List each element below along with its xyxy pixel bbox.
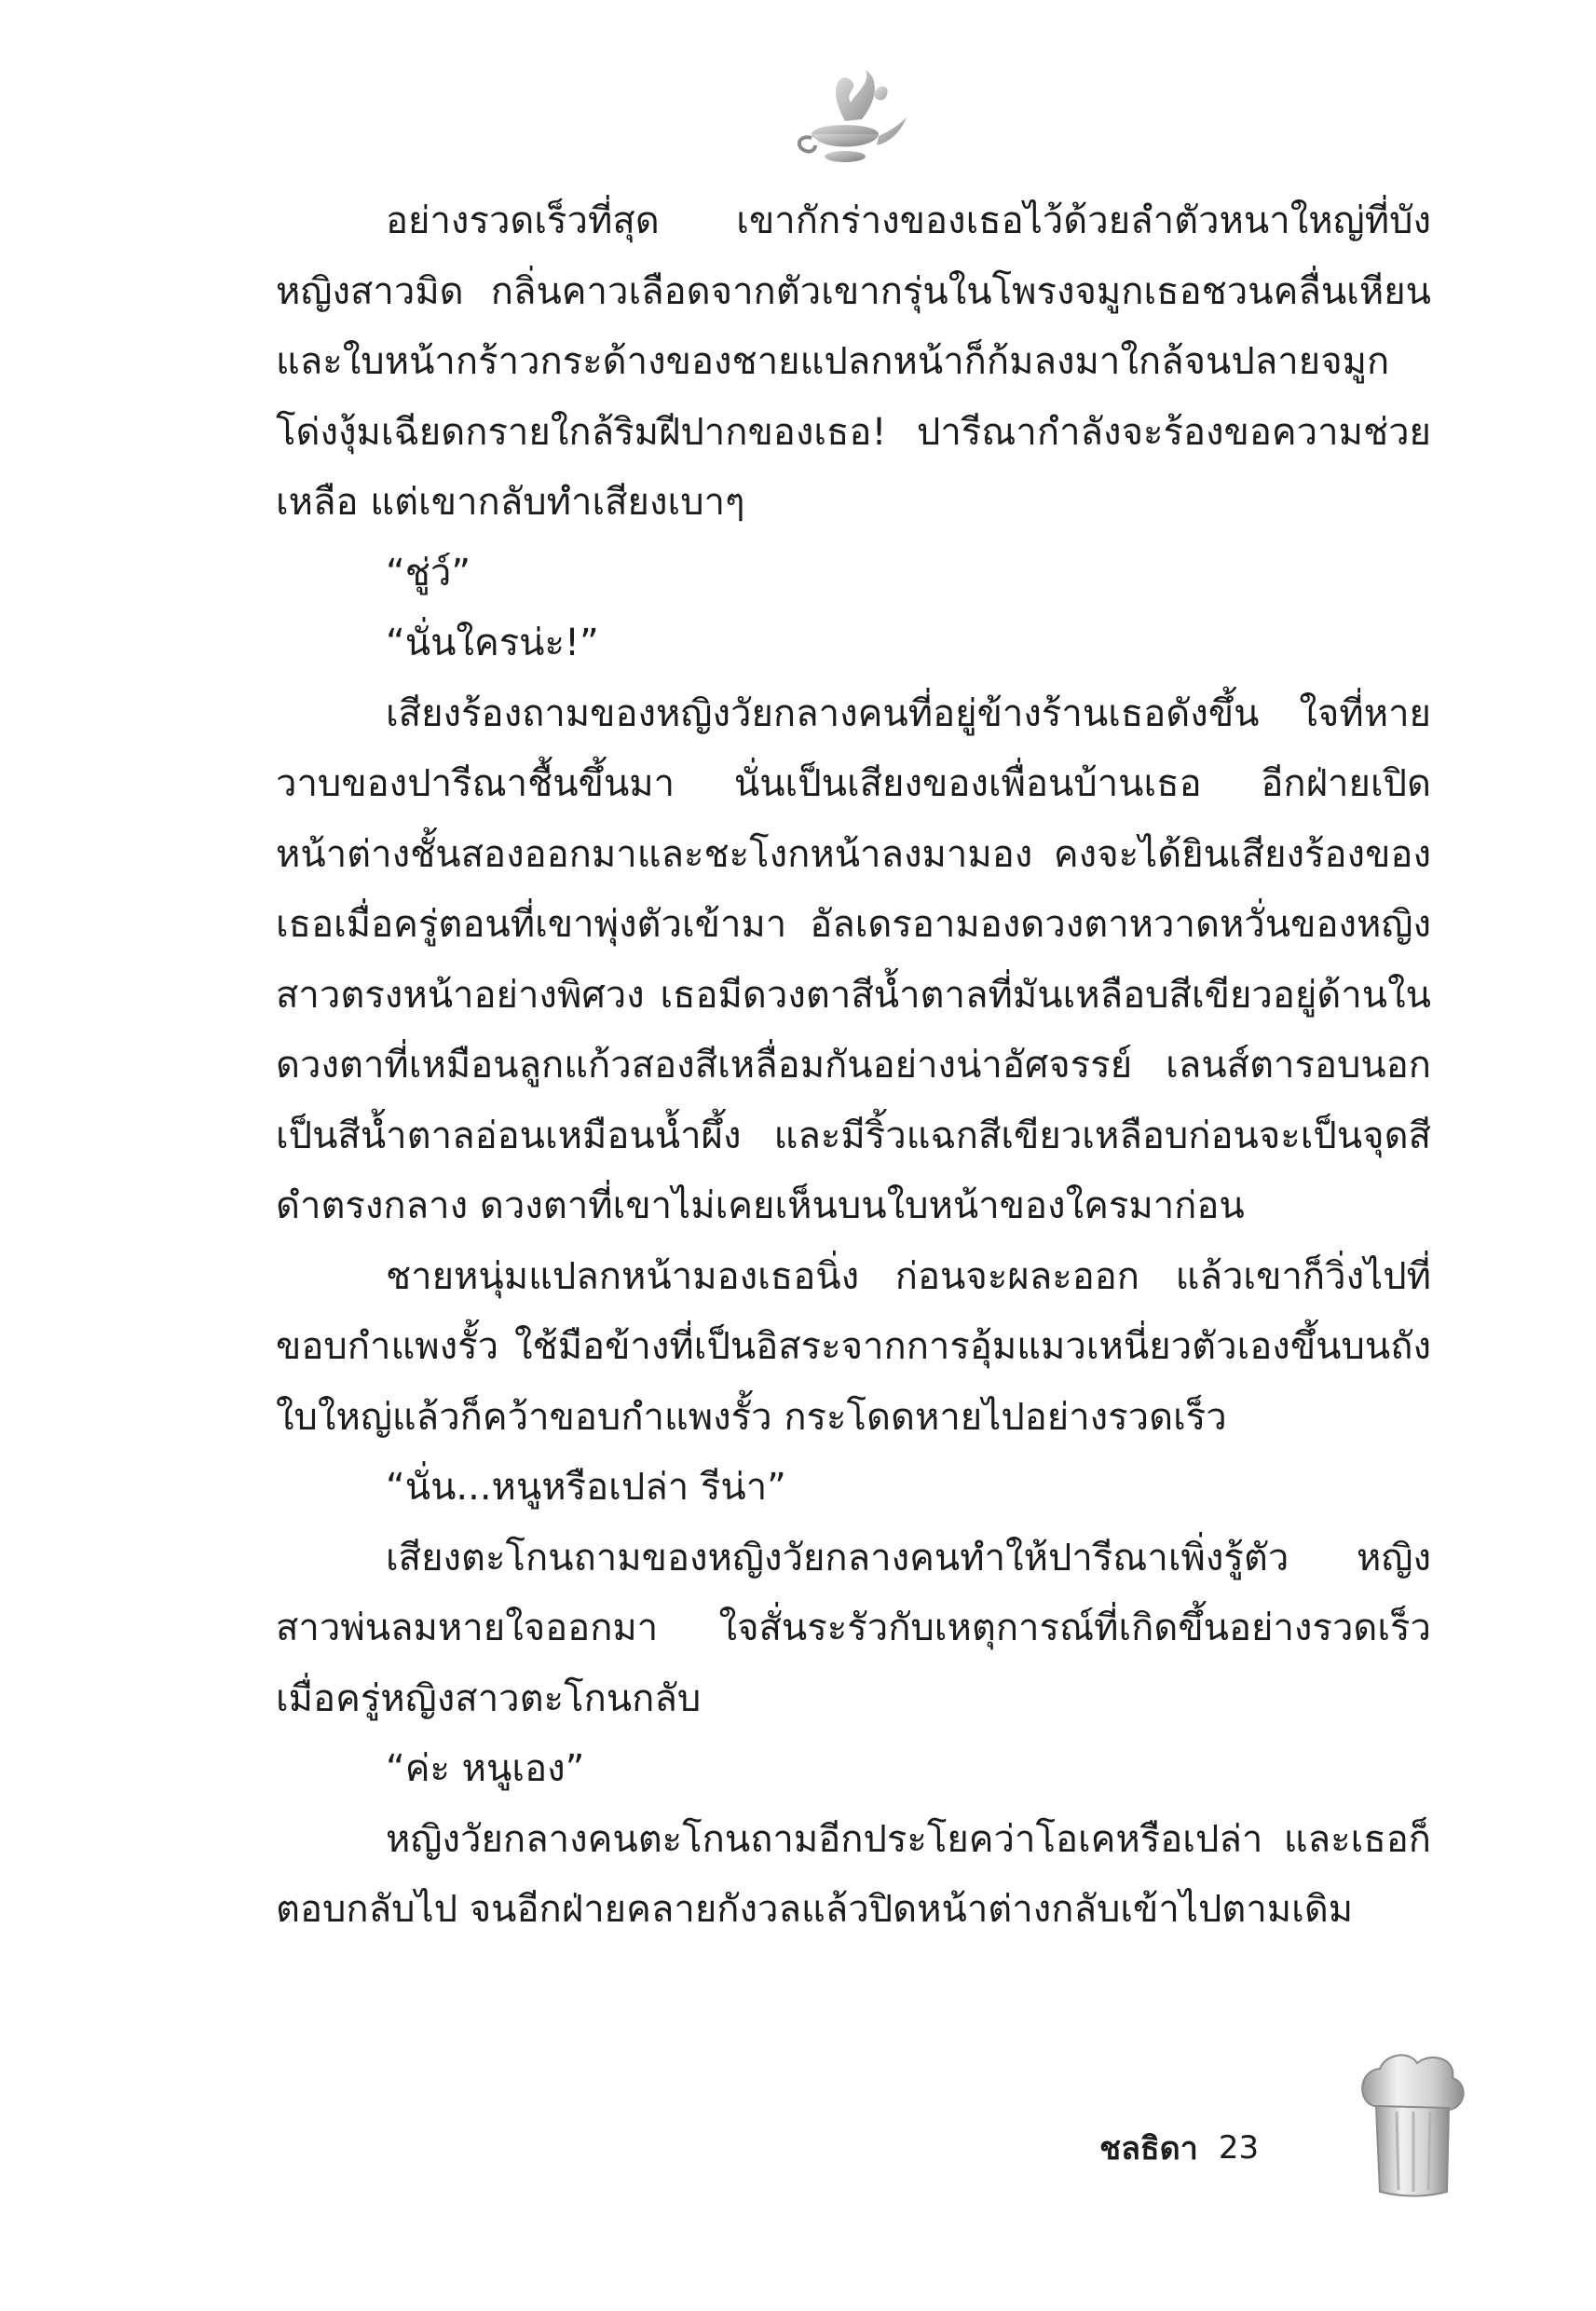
page-number: 23 bbox=[1218, 2129, 1260, 2167]
dialogue-line: “ชู่ว์” bbox=[386, 551, 471, 595]
author-name: ชลธิดา bbox=[1099, 2130, 1198, 2167]
paragraph: อย่างรวดเร็วที่สุด เขากักร่างของเธอไว้ด้วยลำตัวหนาใหญ่ที่บังหญิงสาวมิด กลิ่นคาวเลือดจากตัวเขากรุ่นในโพรงจมูกเธอชวนคลื่นเหียน และใบหน้ากร้าวกระด้างของชายแปลกหน้าก็ก้มลงมาใกล้จนปลายจมูกโด่งงุ้มเฉียดกรายใกล้ริมฝีปากของเธอ! ปารีณากำลังจะร้องขอความช่วยเหลือ แต่เขากลับทำเสียงเบาๆ bbox=[276, 199, 1431, 524]
dialogue-line: “นั่นใครน่ะ!” bbox=[386, 622, 599, 664]
paragraph: เสียงร้องถามของหญิงวัยกลางคนที่อยู่ข้างร้านเธอดังขึ้น ใจที่หายวาบของปารีณาชื้นขึ้นมา นั่นเป็นเสียงของเพื่อนบ้านเธอ อีกฝ่ายเปิดหน้าต่างชั้นสองออกมาและชะโงกหน้าลงมามอง คงจะได้ยินเสียงร้องของเธอเมื่อครู่ตอนที่เขาพุ่งตัวเข้ามา อัลเดรอามองดวงตาหวาดหวั่นของหญิงสาวตรงหน้าอย่างพิศวง เธอมีดวงตาสีน้ำตาลที่มันเหลือบสีเขียวอยู่ด้านใน ดวงตาที่เหมือนลูกแก้วสองสีเหลื่อมกันอย่างน่าอัศจรรย์ เลนส์ตารอบนอกเป็นสีน้ำตาลอ่อนเหมือนน้ำผึ้ง และมีริ้วแฉกสีเขียวเหลือบก่อนจะเป็นจุดสีดำตรงกลาง ดวงตาที่เขาไม่เคยเห็นบนใบหน้าของใครมาก่อน bbox=[276, 691, 1431, 1227]
body-text bbox=[276, 186, 1431, 1946]
page-footer bbox=[1099, 2111, 1259, 2185]
dialogue-line: “ค่ะ หนูเอง” bbox=[386, 1747, 585, 1790]
chef-hat-icon bbox=[1356, 2050, 1467, 2199]
magic-lamp-icon bbox=[787, 65, 908, 170]
paragraph: ชายหนุ่มแปลกหน้ามองเธอนิ่ง ก่อนจะผละออก แล้วเขาก็วิ่งไปที่ขอบกำแพงรั้ว ใช้มือข้างที่เป็นอิสระจากการอุ้มแมวเหนี่ยวตัวเองขึ้นบนถังใบใหญ่แล้วก็คว้าขอบกำแพงรั้ว กระโดดหายไปอย่างรวดเร็ว bbox=[276, 1254, 1431, 1439]
paragraph: หญิงวัยกลางคนตะโกนถามอีกประโยคว่าโอเคหรือเปล่า และเธอก็ตอบกลับไป จนอีกฝ่ายคลายกังวลแล้วปิดหน้าต่างกลับเข้าไปตามเดิม bbox=[276, 1817, 1431, 1931]
paragraph: เสียงตะโกนถามของหญิงวัยกลางคนทำให้ปารีณาเพิ่งรู้ตัว หญิงสาวพ่นลมหายใจออกมา ใจสั่นระรัวกับเหตุการณ์ที่เกิดขึ้นอย่างรวดเร็วเมื่อครู่หญิงสาวตะโกนกลับ bbox=[276, 1536, 1431, 1720]
dialogue-line: “นั่น...หนูหรือเปล่า รีน่า” bbox=[386, 1466, 786, 1509]
